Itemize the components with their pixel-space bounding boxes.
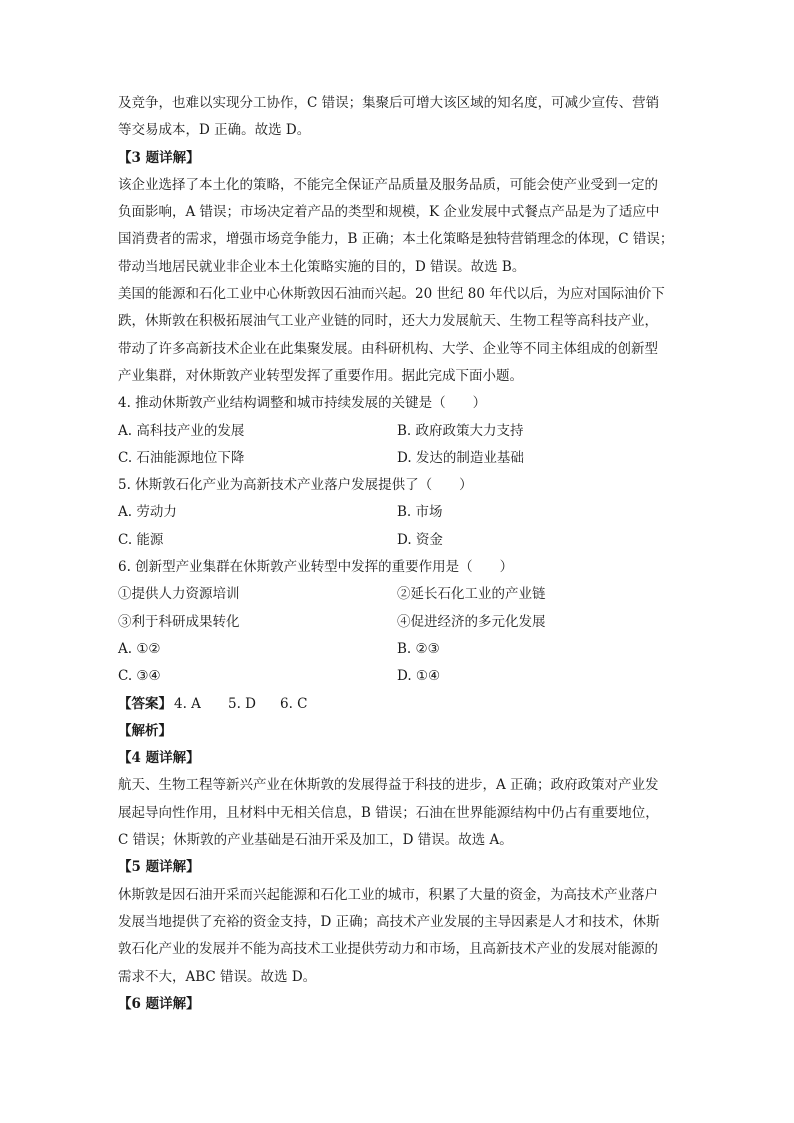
q6-heading: 【6 题详解】: [118, 995, 200, 1012]
q6-options-row: [118, 663, 676, 690]
q3-heading: 【3 题详解】: [118, 149, 200, 166]
q6-options-row: [118, 636, 676, 663]
q6-stem: 6. 创新型产业集群在休斯敦产业转型中发挥的重要作用是（ ）: [118, 559, 514, 576]
answer-4: 4. A: [174, 695, 201, 712]
text-line: 等交易成本，D 正确。故选 D。: [118, 122, 311, 139]
text-line: 带动当地居民就业非企业本土化策略实施的目的，D 错误。故选 B。: [118, 258, 526, 275]
q4-option-d: D. 发达的制造业基础: [397, 449, 524, 466]
text-line: 休斯敦是因石油开采而兴起能源和石化工业的城市，积累了大量的资金，为高技术产业落户: [118, 886, 658, 903]
q4-option-c: C. 石油能源地位下降: [118, 449, 245, 466]
q6-item-3: ③利于科研成果转化: [118, 613, 240, 630]
q6-option-c: C. ③④: [118, 668, 161, 685]
material-line: 产业集群，对休斯敦产业转型发挥了重要作用。据此完成下面小题。: [118, 367, 523, 384]
material-line: 带动了许多高新技术企业在此集聚发展。由科研机构、大学、企业等不同主体组成的创新型: [118, 340, 658, 357]
q6-option-a: A. ①②: [118, 640, 161, 657]
material-line: 跌，休斯敦在积极拓展油气工业产业链的同时，还大力发展航天、生物工程等高科技产业，: [118, 313, 658, 330]
text-line: 负面影响，A 错误；市场决定着产品的类型和规模，K 企业发展中式餐点产品是为了适应中: [118, 204, 660, 221]
q6-items-row: [118, 609, 676, 636]
text-line: 该企业选择了本土化的策略，不能完全保证产品质量及服务品质，可能会使产业受到一定的: [118, 176, 658, 193]
q4-options-row: [118, 418, 676, 445]
text-line: 及竞争，也难以实现分工协作，C 错误；集聚后可增大该区域的知名度，可减少宣传、营销: [118, 95, 660, 111]
answer-5: 5. D: [228, 695, 256, 712]
q5-options-row: [118, 499, 676, 526]
material-line: 美国的能源和石化工业中心休斯敦因石油而兴起。20 世纪 80 年代以后，为应对国际油价下: [118, 286, 665, 303]
text-line: 敦石化产业的发展并不能为高技术工业提供劳动力和市场，且高新技术产业的发展对能源的: [118, 941, 658, 958]
text-line: C 错误；休斯敦的产业基础是石油开采及加工，D 错误。故选 A。: [118, 832, 513, 849]
q5-option-c: C. 能源: [118, 531, 164, 548]
q5-heading: 【5 题详解】: [118, 859, 200, 876]
q6-option-d: D. ①④: [397, 668, 441, 685]
q4-option-a: A. 高科技产业的发展: [118, 422, 245, 439]
text-line: 发展当地提供了充裕的资金支持，D 正确；高技术产业发展的主导因素是人才和技术，休斯: [118, 913, 660, 930]
answer-label: 【答案】: [118, 695, 172, 712]
q6-items-row: [118, 581, 676, 608]
answer-6: 6. C: [280, 695, 308, 712]
q5-stem: 5. 休斯敦石化产业为高新技术产业落户发展提供了（ ）: [118, 477, 473, 494]
q5-option-a: A. 劳动力: [118, 504, 177, 521]
q5-option-b: B. 市场: [397, 504, 443, 521]
q6-item-2: ②延长石化工业的产业链: [397, 586, 546, 603]
text-line: 展起导向性作用，且材料中无相关信息，B 错误；石油在世界能源结构中仍占有重要地位，: [118, 804, 659, 821]
q5-options-row: [118, 527, 676, 554]
answer-line: [118, 691, 676, 718]
document-page: [118, 90, 676, 1018]
analysis-heading: 【解析】: [118, 722, 172, 739]
q4-heading: 【4 题详解】: [118, 750, 200, 767]
q6-item-4: ④促进经济的多元化发展: [397, 613, 546, 630]
q6-option-b: B. ②③: [397, 640, 440, 657]
text-line: 国消费者的需求，增强市场竞争能力，B 正确；本土化策略是独特营销理念的体现，C 错误；: [118, 231, 674, 248]
q4-stem: 4. 推动休斯敦产业结构调整和城市持续发展的关键是（ ）: [118, 395, 487, 412]
q4-option-b: B. 政府政策大力支持: [397, 422, 524, 439]
q6-item-1: ①提供人力资源培训: [118, 586, 240, 603]
q5-option-d: D. 资金: [397, 531, 443, 548]
text-line: 需求不大，ABC 错误。故选 D。: [118, 968, 317, 985]
text-line: 航天、生物工程等新兴产业在休斯敦的发展得益于科技的进步，A 正确；政府政策对产业发: [118, 777, 659, 794]
q4-options-row: [118, 445, 676, 472]
